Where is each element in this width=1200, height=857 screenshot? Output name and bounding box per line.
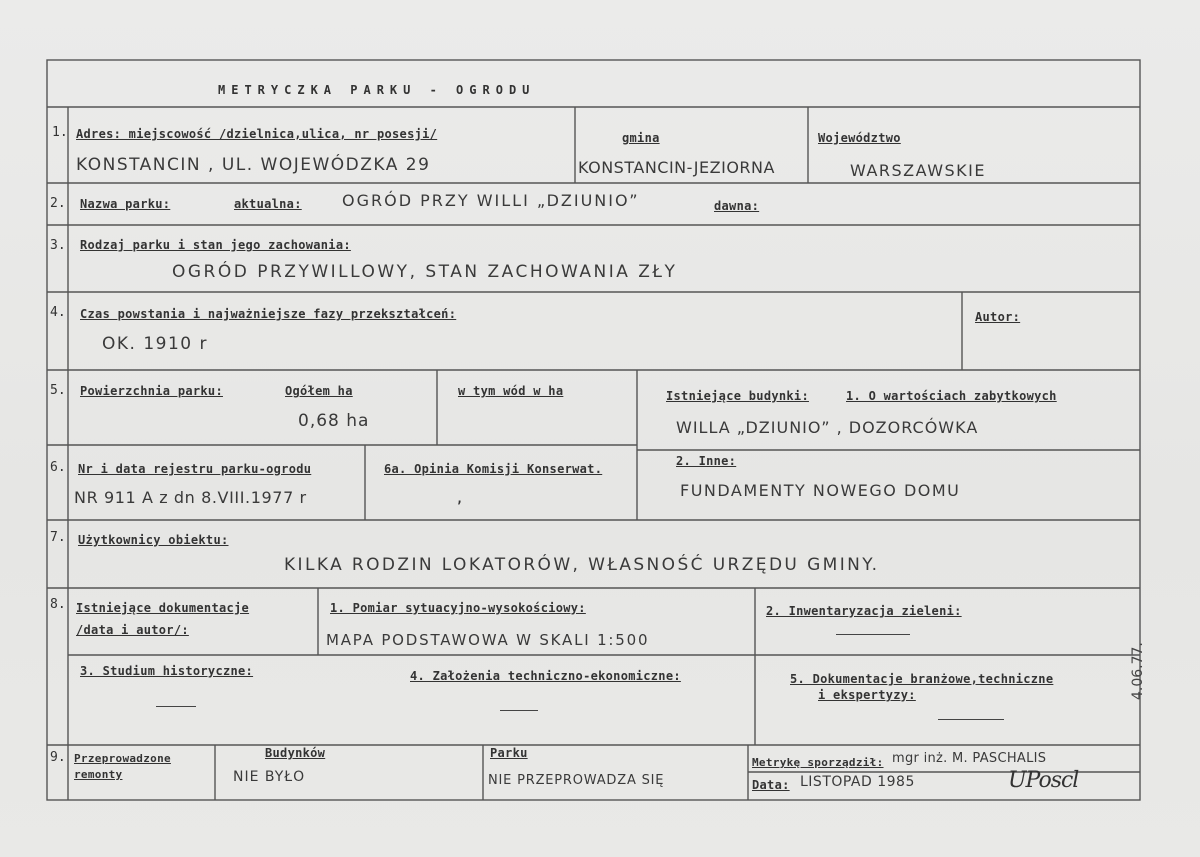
existing-buildings-label: Istniejące budynki: bbox=[666, 389, 809, 403]
margin-date-note: 4.06.77. bbox=[1130, 642, 1146, 700]
existing-docs-sublabel: /data i autor/: bbox=[76, 623, 189, 637]
conservation-opinion-value: , bbox=[456, 492, 464, 506]
prepared-by-label: Metrykę sporządził: bbox=[752, 756, 884, 769]
park-type-value: OGRÓD PRZYWILLOWY, STAN ZACHOWANIA ZŁY bbox=[172, 262, 678, 282]
tech-econ-dash bbox=[500, 710, 538, 711]
park-area-label: Powierzchnia parku: bbox=[80, 384, 223, 398]
repairs-label: Przeprowadzone bbox=[74, 752, 171, 765]
survey-value: MAPA PODSTAWOWA W SKALI 1:500 bbox=[326, 631, 650, 649]
repairs-sublabel: remonty bbox=[74, 768, 123, 781]
buildings-label: Budynków bbox=[265, 746, 326, 760]
historical-study-label: 3. Studium historyczne: bbox=[80, 664, 254, 678]
historic-buildings-label: 1. O wartościach zabytkowych bbox=[846, 389, 1057, 403]
gmina-value: KONSTANCIN-JEZIORNA bbox=[578, 158, 775, 177]
voivodeship-label: Województwo bbox=[818, 131, 901, 145]
section-number-3: 3. bbox=[50, 238, 66, 253]
users-value: KILKA RODZIN LOKATORÓW, WŁASNOŚĆ URZĘDU GMINY. bbox=[284, 555, 880, 575]
date-value: LISTOPAD 1985 bbox=[800, 774, 915, 790]
buildings-value: NIE BYŁO bbox=[233, 769, 306, 785]
tech-econ-label: 4. Założenia techniczno-ekonomiczne: bbox=[410, 669, 681, 683]
water-area-label: w tym wód w ha bbox=[458, 384, 564, 398]
branch-docs-dash bbox=[938, 719, 1004, 720]
section-number-9: 9. bbox=[50, 750, 66, 765]
prepared-by-value: mgr inż. M. PASCHALIS bbox=[892, 751, 1047, 766]
creation-time-value: OK. 1910 r bbox=[102, 334, 208, 354]
historical-study-dash bbox=[156, 706, 196, 707]
section-number-1: 1. bbox=[52, 125, 68, 140]
greenery-inventory-dash bbox=[836, 634, 910, 635]
section-number-8: 8. bbox=[50, 597, 66, 612]
address-value: KONSTANCIN , UL. WOJEWÓDZKA 29 bbox=[76, 155, 431, 175]
section-number-7: 7. bbox=[50, 530, 66, 545]
former-name-label: dawna: bbox=[714, 199, 760, 213]
conservation-opinion-label: 6a. Opinia Komisji Konserwat. bbox=[384, 462, 603, 476]
creation-time-label: Czas powstania i najważniejsze fazy przekształceń: bbox=[80, 307, 457, 321]
section-number-6: 6. bbox=[50, 460, 66, 475]
register-label: Nr i data rejestru parku-ogrodu bbox=[78, 462, 312, 476]
current-name-label: aktualna: bbox=[234, 197, 302, 211]
users-label: Użytkownicy obiektu: bbox=[78, 533, 229, 547]
park-repairs-label: Parku bbox=[490, 746, 528, 760]
other-buildings-value: FUNDAMENTY NOWEGO DOMU bbox=[680, 481, 961, 500]
total-area-value: 0,68 ha bbox=[298, 411, 370, 431]
total-area-label: Ogółem ha bbox=[285, 384, 353, 398]
other-buildings-label: 2. Inne: bbox=[676, 454, 737, 468]
park-name-label: Nazwa parku: bbox=[80, 197, 171, 211]
branch-docs-label: 5. Dokumentacje branżowe,techniczne bbox=[790, 672, 1054, 686]
author-label: Autor: bbox=[975, 310, 1021, 324]
historic-buildings-value: WILLA „DZIUNIO” , DOZORCÓWKA bbox=[676, 418, 979, 437]
gmina-label: gmina bbox=[622, 131, 660, 145]
survey-label: 1. Pomiar sytuacyjno-wysokościowy: bbox=[330, 601, 586, 615]
section-number-2: 2. bbox=[50, 196, 66, 211]
park-type-label: Rodzaj parku i stan jego zachowania: bbox=[80, 238, 351, 252]
branch-docs-sublabel: i ekspertyzy: bbox=[818, 688, 916, 702]
voivodeship-value: WARSZAWSKIE bbox=[850, 161, 986, 180]
park-repairs-value: NIE PRZEPROWADZA SIĘ bbox=[488, 773, 665, 788]
section-number-5: 5. bbox=[50, 383, 66, 398]
current-name-value: OGRÓD PRZY WILLI „DZIUNIO” bbox=[342, 191, 640, 210]
register-value: NR 911 A z dn 8.VIII.1977 r bbox=[74, 488, 307, 507]
existing-docs-label: Istniejące dokumentacje bbox=[76, 601, 250, 615]
address-label: Adres: miejscowość /dzielnica,ulica, nr posesji/ bbox=[76, 127, 438, 141]
form-title: METRYCZKA PARKU - OGRODU bbox=[218, 83, 536, 97]
signature: UPoscl bbox=[1008, 768, 1079, 793]
date-label: Data: bbox=[752, 778, 790, 792]
greenery-inventory-label: 2. Inwentaryzacja zieleni: bbox=[766, 604, 962, 618]
section-number-4: 4. bbox=[50, 305, 66, 320]
